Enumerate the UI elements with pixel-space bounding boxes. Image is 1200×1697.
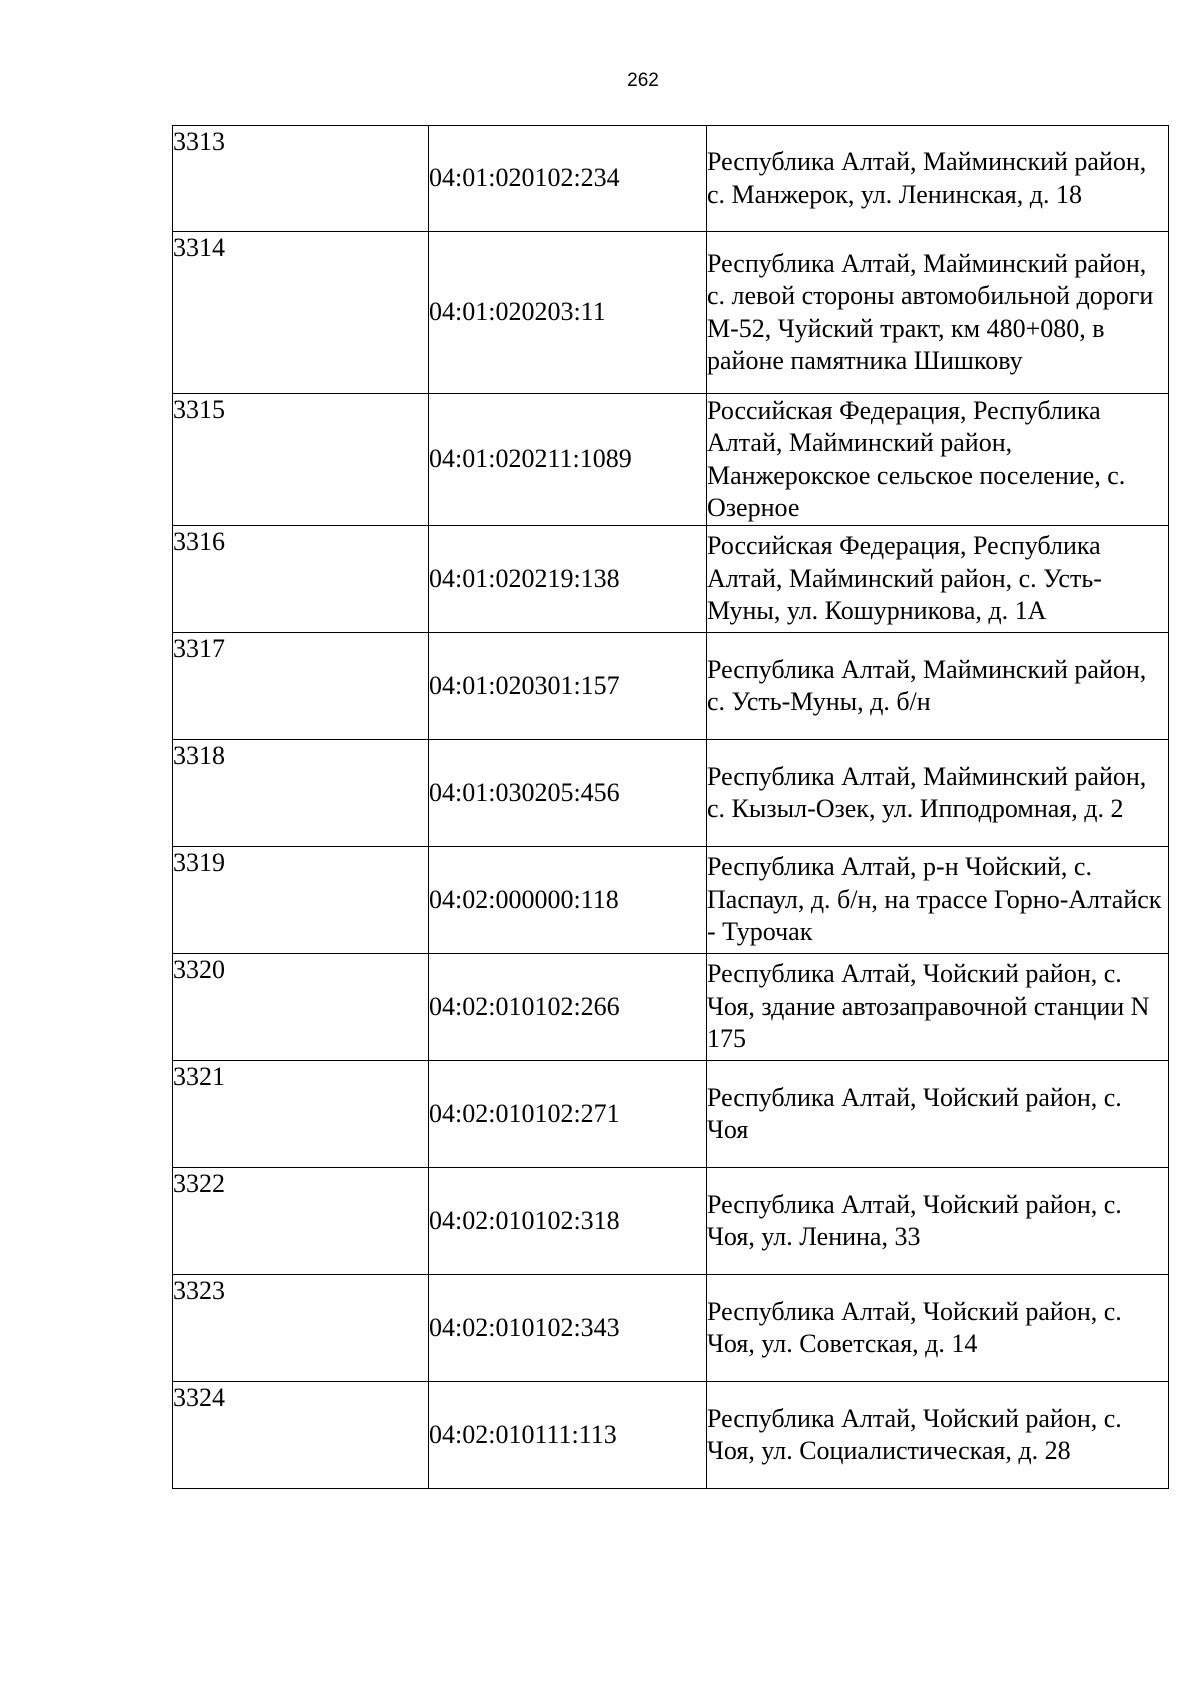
address: Российская Федерация, Республика Алтай, Майминский район, с. Усть-Муны, ул. Кошурникова, д. 1А	[707, 526, 1169, 633]
address: Республика Алтай, Чойский район, с. Чоя, ул. Ленина, 33	[707, 1168, 1169, 1275]
table-row	[173, 633, 1169, 740]
address: Российская Федерация, Республика Алтай, Майминский район, Манжерокское сельское поселение, с. Озерное	[707, 394, 1169, 526]
table-row	[173, 526, 1169, 633]
row-number: 3319	[173, 847, 429, 954]
row-number: 3321	[173, 1061, 429, 1168]
address: Республика Алтай, Майминский район, с. левой стороны автомобильной дороги М-52, Чуйский тракт, км 480+080, в районе памятника Шишкову	[707, 232, 1169, 394]
row-number: 3316	[173, 526, 429, 633]
cadastral-number: 04:02:000000:118	[429, 847, 707, 954]
address: Республика Алтай, р-н Чойский, с. Паспаул, д. б/н, на трассе Горно-Алтайск - Турочак	[707, 847, 1169, 954]
table-row	[173, 847, 1169, 954]
address: Республика Алтай, Майминский район, с. Манжерок, ул. Ленинская, д. 18	[707, 126, 1169, 232]
cadastral-number: 04:02:010102:343	[429, 1275, 707, 1382]
row-number: 3322	[173, 1168, 429, 1275]
address: Республика Алтай, Чойский район, с. Чоя, ул. Советская, д. 14	[707, 1275, 1169, 1382]
cadastral-number: 04:02:010102:266	[429, 954, 707, 1061]
page-number: 262	[627, 70, 659, 91]
row-number: 3315	[173, 394, 429, 526]
row-number: 3314	[173, 232, 429, 394]
cadastral-number: 04:02:010102:271	[429, 1061, 707, 1168]
row-number: 3317	[173, 633, 429, 740]
table-row	[173, 954, 1169, 1061]
cadastral-number: 04:01:020301:157	[429, 633, 707, 740]
table-row	[173, 740, 1169, 847]
cadastral-number: 04:01:020211:1089	[429, 394, 707, 526]
row-number: 3323	[173, 1275, 429, 1382]
table-row	[173, 394, 1169, 526]
row-number: 3313	[173, 126, 429, 232]
table-row	[173, 1168, 1169, 1275]
table-row	[173, 1275, 1169, 1382]
address: Республика Алтай, Чойский район, с. Чоя, ул. Социалистическая, д. 28	[707, 1382, 1169, 1489]
row-number: 3324	[173, 1382, 429, 1489]
cadastral-number: 04:01:020219:138	[429, 526, 707, 633]
address: Республика Алтай, Чойский район, с. Чоя	[707, 1061, 1169, 1168]
address: Республика Алтай, Чойский район, с. Чоя, здание автозаправочной станции N 175	[707, 954, 1169, 1061]
row-number: 3320	[173, 954, 429, 1061]
table-row	[173, 1061, 1169, 1168]
table-row	[173, 1382, 1169, 1489]
cadastral-number: 04:02:010111:113	[429, 1382, 707, 1489]
address: Республика Алтай, Майминский район, с. Кызыл-Озек, ул. Ипподромная, д. 2	[707, 740, 1169, 847]
cadastral-number: 04:01:020203:11	[429, 232, 707, 394]
row-number: 3318	[173, 740, 429, 847]
cadastral-number: 04:02:010102:318	[429, 1168, 707, 1275]
cadastral-number: 04:01:020102:234	[429, 126, 707, 232]
table-row	[173, 126, 1169, 232]
cadastral-number: 04:01:030205:456	[429, 740, 707, 847]
registry-table	[172, 125, 1169, 1489]
address: Республика Алтай, Майминский район, с. Усть-Муны, д. б/н	[707, 633, 1169, 740]
table-row	[173, 232, 1169, 394]
